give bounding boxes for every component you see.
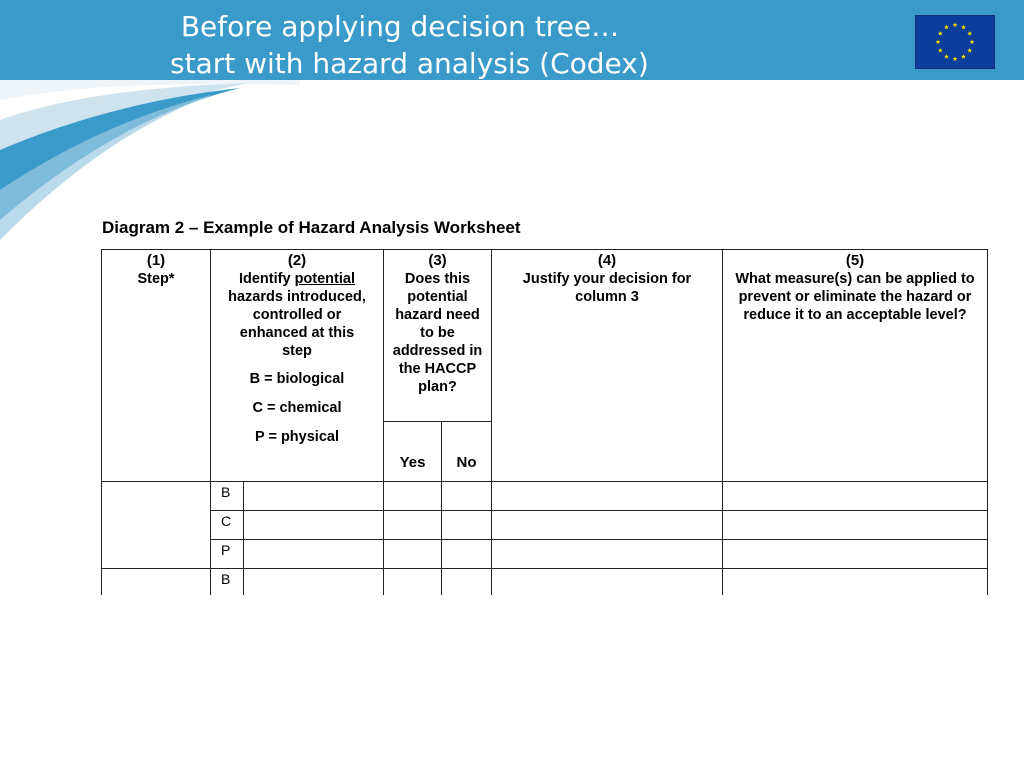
eu-star [944,54,949,59]
column-2-number: (2) [287,252,307,269]
hazard-letter: P [211,540,244,569]
yes-cell[interactable] [384,540,442,569]
eu-star [936,39,941,44]
eu-stars-circle [916,16,994,68]
yes-cell[interactable] [384,482,442,511]
justification-cell[interactable] [492,482,723,511]
column-2-text-underlined: potential [294,271,355,287]
eu-star [970,39,975,44]
diagram-caption: Diagram 2 – Example of Hazard Analysis Worksheet [102,218,521,237]
column-1-number: (1) [146,252,166,269]
decorative-swoosh [0,80,300,240]
yes-cell[interactable] [384,511,442,540]
column-5-label: What measure(s) can be applied to prevent or eliminate the hazard or reduce it to an acceptable level? [735,271,975,323]
eu-star [944,25,949,30]
hazard-cell[interactable] [244,482,384,511]
column-5-header [723,250,988,482]
column-4-label: Justify your decision for column 3 [522,271,692,305]
no-cell[interactable] [442,511,492,540]
measure-cell[interactable] [723,511,988,540]
no-cell[interactable] [442,482,492,511]
table-row [102,511,988,540]
slide-title-line-2: start with hazard analysis (Codex) [170,47,649,80]
column-3-yes: Yes [384,422,442,482]
justification-cell[interactable] [492,569,723,595]
slide-header-bar [0,0,1024,80]
measure-cell[interactable] [723,540,988,569]
measure-cell[interactable] [723,569,988,595]
column-1-label: Step* [137,271,175,287]
table-row [102,569,988,595]
column-3-label: Does this potential hazard need to be addressed in the HACCP plan? [392,271,483,395]
eu-flag-icon [915,15,995,69]
column-2-text-a: Identify [238,271,291,287]
column-2-text-b: hazards introduced, controlled or enhanced at this step [228,289,366,359]
eu-star [967,31,972,36]
step-cell [102,569,211,595]
column-3-no: No [442,422,492,482]
eu-star [953,22,958,27]
column-2-header [211,250,384,482]
justification-cell[interactable] [492,511,723,540]
category-biological: B = biological [249,371,345,387]
category-physical: P = physical [255,429,339,445]
slide-title-line-1: Before applying decision tree… [180,10,620,43]
hazard-letter: C [211,511,244,540]
column-5-number: (5) [845,252,865,269]
column-2-description [211,270,383,360]
step-cell [102,482,211,569]
category-chemical: C = chemical [252,400,342,416]
hazard-cell[interactable] [244,511,384,540]
column-1-header [102,250,211,482]
eu-star [967,48,972,53]
column-3-header [384,250,492,422]
hazard-cell[interactable] [244,540,384,569]
eu-star [961,25,966,30]
hazard-letter: B [211,569,244,595]
table-row [102,540,988,569]
eu-star [961,54,966,59]
hazard-analysis-worksheet [101,249,988,595]
column-3-number: (3) [428,252,447,269]
eu-star [938,48,943,53]
eu-star [938,31,943,36]
justification-cell[interactable] [492,540,723,569]
measure-cell[interactable] [723,482,988,511]
hazard-cell[interactable] [244,569,384,595]
no-cell[interactable] [442,540,492,569]
slide-title [170,8,649,82]
column-4-header [492,250,723,482]
yes-cell[interactable] [384,569,442,595]
table-row [102,482,988,511]
column-4-number: (4) [597,252,617,269]
no-cell[interactable] [442,569,492,595]
eu-star [953,56,958,61]
hazard-letter: B [211,482,244,511]
